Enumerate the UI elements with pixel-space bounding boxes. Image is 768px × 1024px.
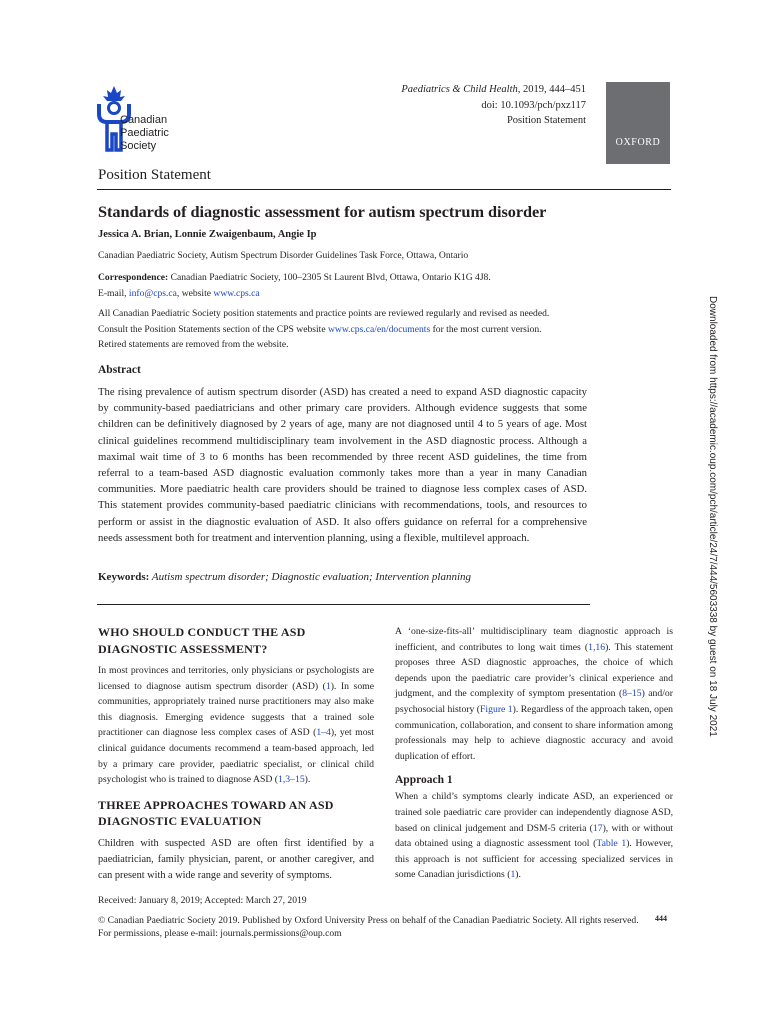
permissions-line: For permissions, please e-mail: journals.permissions@oup.com xyxy=(98,928,342,939)
journal-doi: doi: 10.1093/pch/pxz117 xyxy=(481,99,586,111)
correspondence-label: Correspondence: xyxy=(98,272,169,283)
email-prefix: E-mail, xyxy=(98,287,129,299)
table-1-link[interactable]: Table 1 xyxy=(596,838,627,850)
journal-citation xyxy=(401,82,586,98)
correspondence-address: Canadian Paediatric Society, 100–2305 St Laurent Blvd, Ottawa, Ontario K1G 4J8. xyxy=(168,272,491,283)
paragraph-one-size-fits-all: A ‘one-size-fits-all’ multidisciplinary team diagnostic approach is inefficient, and contributes to long wait times (1,16). This statement proposes three ASD diagnostic approaches, the choice of which depends upon the paediatric care provider’s clinical experience and judgment, and the complexity of symptom presentation (8–15) and/or psychosocial history (Figure 1). Regardless of the approach taken, open communication, collaboration, and consent to share information among professionals may help to achieve diagnostic accuracy and avoid duplication of effort. xyxy=(395,626,673,762)
oxford-label: OXFORD xyxy=(615,137,661,148)
review-notice xyxy=(98,306,673,353)
download-watermark: Downloaded from https://academic.oup.com/pch/article/24/7/444/5603338 by guest on 18 July 2021 xyxy=(707,296,718,737)
left-column xyxy=(98,624,374,884)
journal-info xyxy=(401,82,586,129)
heading-three-approaches: THREE APPROACHES TOWARD AN ASD DIAGNOSTIC EVALUATION xyxy=(98,797,334,829)
journal-year-pages: , 2019, 444–451 xyxy=(517,84,586,95)
paragraph-three-approaches: Children with suspected ASD are often first identified by a paediatrician, family physician, parent, or another caregiver, and can present with a wide range and severity of symptoms. xyxy=(98,837,374,881)
abstract-body: The rising prevalence of autism spectrum disorder (ASD) has created a need to expand ASD diagnostic capacity by community-based paediatricians and other primary care providers. Although evidence suggests that some children can be definitively diagnosed by 2 years of age, many are not diagnosed until 4 to 5 years of age. Most clinical guidelines recommend multidisciplinary team involvement in the ASD diagnostic process. Although a maximal wait time of 3 to 6 months has been recommended by three recent ASD guidelines, the time from referral to a team-based ASD diagnostic evaluation commonly takes more than a year in many Canadian communities. More paediatric health care providers should be trained to diagnose less complex cases of ASD. This statement provides community-based paediatric clinicians with recommendations, tools, and resources to perform or assist in the diagnostic evaluation of ASD. It also offers guidance on referral for a comprehensive needs assessment both for treatment and intervention planning, using a flexible, multilevel approach. xyxy=(98,386,587,544)
reference-link[interactable]: 8–15 xyxy=(622,688,642,700)
figure-1-link[interactable]: Figure 1 xyxy=(480,703,513,715)
keywords-divider xyxy=(97,604,590,605)
heading-approach-1: Approach 1 xyxy=(395,774,453,787)
reference-link[interactable]: 1 xyxy=(510,869,516,881)
paragraph-who-should-conduct: In most provinces and territories, only physicians or psychologists are licensed to diagnose autism spectrum disorder (ASD) (1). In some communities, appropriately trained nurse practitioners may also make this diagnosis. Emerging evidence suggests that a trained sole practitioner can diagnose less complex cases of ASD (1–4), yet most clinical guidance documents recommend a team-based approach, led by a primary care provider, paediatric specialist, or clinical child psychologist who is trained to diagnose ASD (1,3–15). xyxy=(98,665,374,786)
logo-wordmark xyxy=(120,114,169,153)
page-number: 444 xyxy=(655,914,667,923)
received-dates: Received: January 8, 2019; Accepted: March 27, 2019 xyxy=(98,895,307,906)
right-column xyxy=(395,624,673,883)
top-divider xyxy=(97,189,671,190)
website-link[interactable]: www.cps.ca xyxy=(213,287,260,299)
abstract-heading: Abstract xyxy=(98,364,141,376)
logo-line-2: Paediatric xyxy=(120,127,169,139)
logo-line-1: Canadian xyxy=(120,114,168,126)
reference-link[interactable]: 1,16 xyxy=(588,641,606,653)
heading-who-should-conduct: WHO SHOULD CONDUCT THE ASD DIAGNOSTIC ASSESSMENT? xyxy=(98,625,306,656)
keywords xyxy=(98,571,471,583)
email-link[interactable]: info@cps.ca xyxy=(128,287,177,299)
notice-line-1: All Canadian Paediatric Society position statements and practice points are reviewed regularly and revised as needed. xyxy=(98,308,550,319)
article-title: Standards of diagnostic assessment for autism spectrum disorder xyxy=(98,202,547,221)
affiliation: Canadian Paediatric Society, Autism Spectrum Disorder Guidelines Task Force, Ottawa, Ontario xyxy=(98,250,469,261)
logo-line-3: Society xyxy=(120,140,157,152)
reference-link[interactable]: 17 xyxy=(592,822,603,834)
keywords-label: Keywords: xyxy=(98,571,150,583)
copyright-line: © Canadian Paediatric Society 2019. Published by Oxford University Press on behalf of the Canadian Paediatric Society. All rights reserved. xyxy=(98,915,639,926)
paragraph-approach-1: When a child’s symptoms clearly indicate ASD, an experienced or trained sole paediatric care provider can independently diagnose ASD, based on clinical judgement and DSM-5 criteria (17), with or without data obtained using a diagnostic assessment tool (Table 1). However, this approach is not sufficient for accessing specialized services in some Canadian jurisdictions (1). xyxy=(395,791,673,881)
authors: Jessica A. Brian, Lonnie Zwaigenbaum, Angie Ip xyxy=(98,229,317,240)
reference-link[interactable]: 1 xyxy=(325,680,331,692)
journal-article-type: Position Statement xyxy=(506,115,586,126)
oxford-publisher-badge xyxy=(606,82,670,164)
reference-link[interactable]: 1–4 xyxy=(316,727,331,739)
notice-line-3: Retired statements are removed from the website. xyxy=(98,339,289,350)
copyright xyxy=(98,914,658,940)
website-prefix: , website xyxy=(176,287,214,299)
correspondence xyxy=(98,270,491,301)
notice-line-2-suffix: for the most current version. xyxy=(430,323,542,335)
section-label: Position Statement xyxy=(98,167,211,183)
keywords-text: Autism spectrum disorder; Diagnostic evaluation; Intervention planning xyxy=(149,571,472,583)
cps-documents-link[interactable]: www.cps.ca/en/documents xyxy=(327,323,431,335)
notice-line-2-prefix: Consult the Position Statements section of the CPS website xyxy=(98,323,328,335)
journal-name: Paediatrics & Child Health xyxy=(401,84,518,95)
reference-link[interactable]: 1,3–15 xyxy=(278,774,305,786)
